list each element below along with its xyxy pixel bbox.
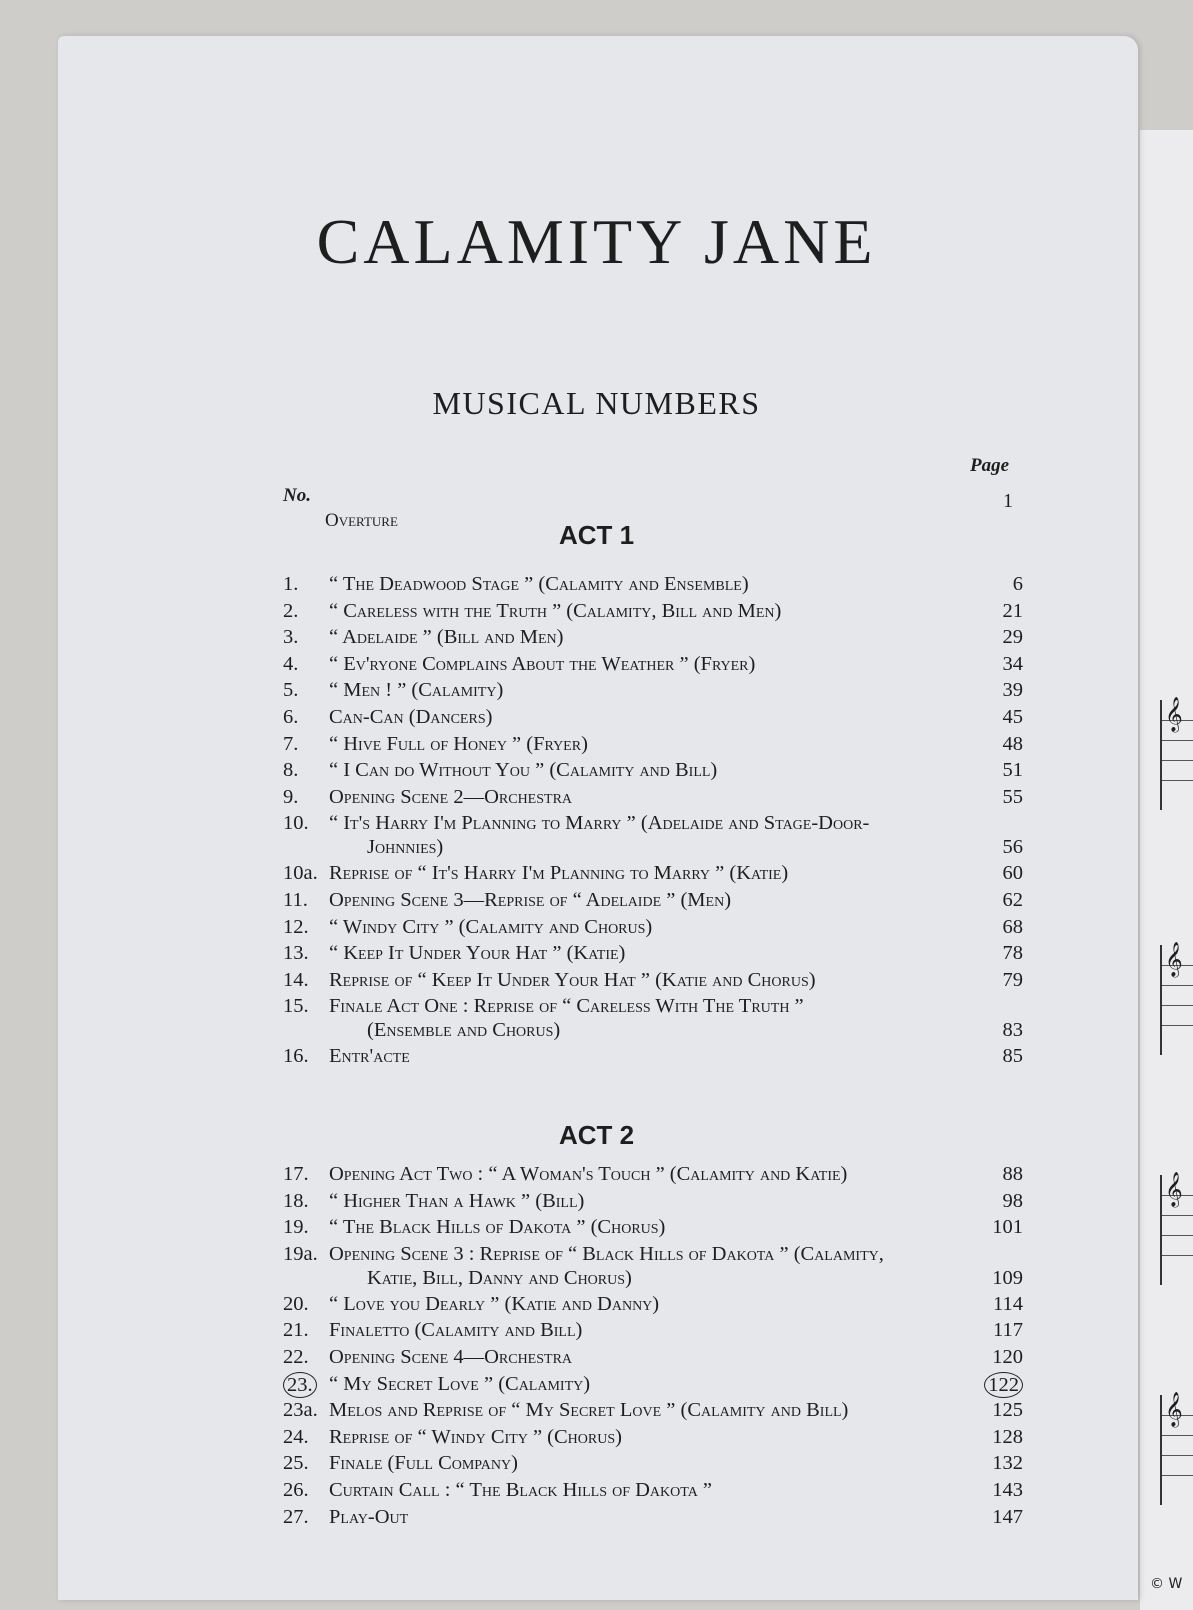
overture-page: 1	[1003, 490, 1013, 512]
treble-clef-icon: 𝄞	[1165, 1393, 1183, 1426]
item-title: “ Ev'ryone Complains About the Weather ” (Fryer)	[329, 652, 756, 675]
item-number: 22.	[283, 1346, 309, 1368]
item-page: 147	[992, 1505, 1023, 1528]
item-page: 48	[1002, 732, 1023, 755]
item-number: 12.	[283, 915, 309, 938]
item-title: “ Men ! ” (Calamity)	[329, 679, 504, 702]
number-column-header: No.	[283, 485, 311, 506]
item-page	[973, 1372, 1023, 1398]
item-number: 6.	[283, 706, 299, 728]
item-page: 101	[992, 1216, 1023, 1239]
copyright-fragment: © W	[1150, 1576, 1183, 1592]
treble-clef-icon: 𝄞	[1165, 1173, 1183, 1206]
music-staff	[1160, 1175, 1193, 1285]
item-number: 24.	[283, 1425, 309, 1448]
overture-label: Overture	[325, 510, 398, 531]
act-2-heading: ACT 2	[558, 1120, 635, 1150]
item-page: 62	[1002, 889, 1023, 911]
item-page: 6	[1012, 573, 1023, 595]
item-title: “ Higher Than a Hawk ” (Bill)	[329, 1189, 585, 1212]
item-title: Opening Scene 2—Orchestra	[329, 785, 573, 808]
item-number: 5.	[283, 679, 299, 702]
item-title-continued: Johnnies)	[367, 836, 444, 859]
item-page: 21	[1002, 599, 1023, 622]
item-title: “ Windy City ” (Calamity and Chorus)	[329, 915, 653, 938]
item-number: 2.	[283, 599, 299, 622]
item-number: 1.	[283, 573, 299, 595]
item-number: 10a.	[283, 862, 318, 885]
item-page: 79	[1002, 968, 1023, 991]
item-title: Reprise of “ Keep It Under Your Hat ” (Katie and Chorus)	[329, 968, 816, 991]
item-title: Entr'acte	[329, 1045, 410, 1068]
item-number: 8.	[283, 759, 299, 782]
item-page: 128	[992, 1425, 1023, 1448]
item-number: 21.	[283, 1319, 309, 1342]
adjacent-page	[1140, 130, 1193, 1610]
item-page: 85	[1002, 1045, 1023, 1068]
item-title: Melos and Reprise of “ My Secret Love ” (Calamity and Bill)	[329, 1399, 849, 1422]
item-page: 60	[1002, 862, 1023, 885]
item-page: 117	[993, 1319, 1023, 1342]
page-subtitle: MUSICAL NUMBERS	[432, 385, 761, 421]
music-staff	[1160, 945, 1193, 1055]
item-title: Finale Act One : Reprise of “ Careless With The Truth ”	[329, 995, 804, 1018]
item-number: 19a.	[283, 1242, 318, 1265]
item-page: 45	[1002, 706, 1023, 728]
item-page: 56	[1002, 836, 1023, 859]
item-title: Play-Out	[329, 1505, 409, 1528]
item-page: 114	[993, 1292, 1023, 1315]
item-number	[283, 1372, 329, 1398]
item-title: “ Keep It Under Your Hat ” (Katie)	[329, 942, 626, 965]
item-page: 83	[1002, 1019, 1023, 1042]
item-number: 26.	[283, 1479, 309, 1501]
item-number: 25.	[283, 1452, 309, 1475]
item-title: Opening Scene 4—Orchestra	[329, 1346, 573, 1368]
item-page: 39	[1002, 679, 1023, 702]
item-page: 109	[992, 1266, 1023, 1289]
page-title: CALAMITY JANE	[316, 206, 877, 277]
item-title: Finaletto (Calamity and Bill)	[329, 1319, 583, 1342]
item-title: “ Adelaide ” (Bill and Men)	[329, 626, 564, 649]
item-title: “ My Secret Love ” (Calamity)	[329, 1372, 591, 1395]
item-title: “ Hive Full of Honey ” (Fryer)	[329, 732, 588, 755]
music-staff	[1160, 700, 1193, 810]
item-page: 55	[1002, 785, 1023, 808]
item-number: 14.	[283, 968, 309, 991]
item-title: “ Careless with the Truth ” (Calamity, Bill and Men)	[329, 599, 782, 622]
item-page: 51	[1002, 759, 1023, 782]
item-page: 78	[1002, 942, 1023, 965]
music-staff	[1160, 1395, 1193, 1505]
item-number: 11.	[283, 889, 308, 911]
item-number: 4.	[283, 652, 299, 675]
item-number: 13.	[283, 942, 309, 965]
item-number: 15.	[283, 995, 309, 1018]
item-page: 68	[1002, 915, 1023, 938]
item-title: Curtain Call : “ The Black Hills of Dakota ”	[329, 1479, 713, 1501]
item-page: 132	[992, 1452, 1023, 1475]
item-title-continued: (Ensemble and Chorus)	[367, 1019, 561, 1042]
item-number: 23a.	[283, 1399, 318, 1422]
item-title: Reprise of “ It's Harry I'm Planning to Marry ” (Katie)	[329, 862, 789, 885]
item-page: 143	[992, 1479, 1023, 1501]
item-title: Can-Can (Dancers)	[329, 706, 493, 728]
item-title: “ Love you Dearly ” (Katie and Danny)	[329, 1292, 660, 1315]
item-title: Finale (Full Company)	[329, 1452, 518, 1475]
item-number: 16.	[283, 1045, 309, 1068]
item-title: “ It's Harry I'm Planning to Marry ” (Adelaide and Stage-Door-	[329, 812, 870, 835]
act-1-heading: ACT 1	[558, 520, 635, 550]
circle-mark: 122	[984, 1372, 1023, 1398]
circle-mark: 23.	[283, 1372, 317, 1398]
item-title: “ The Deadwood Stage ” (Calamity and Ensemble)	[329, 573, 749, 595]
item-title: “ I Can do Without You ” (Calamity and Bill)	[329, 759, 718, 782]
item-title: Opening Scene 3—Reprise of “ Adelaide ” (Men)	[329, 889, 732, 911]
item-title-continued: Katie, Bill, Danny and Chorus)	[367, 1266, 632, 1289]
item-page: 29	[1002, 626, 1023, 649]
page-column-header: Page	[970, 455, 1010, 476]
item-page: 125	[992, 1399, 1023, 1422]
item-number: 27.	[283, 1505, 309, 1528]
item-number: 19.	[283, 1216, 309, 1239]
item-title: “ The Black Hills of Dakota ” (Chorus)	[329, 1216, 666, 1239]
item-page: 34	[1002, 652, 1023, 675]
item-number: 3.	[283, 626, 299, 649]
item-page: 98	[1002, 1189, 1023, 1212]
item-number: 18.	[283, 1189, 309, 1212]
item-number: 17.	[283, 1163, 309, 1185]
item-title: Reprise of “ Windy City ” (Chorus)	[329, 1425, 622, 1448]
item-number: 9.	[283, 785, 299, 808]
treble-clef-icon: 𝄞	[1165, 943, 1183, 976]
item-number: 7.	[283, 732, 299, 755]
item-number: 10.	[283, 812, 309, 835]
item-number: 20.	[283, 1292, 309, 1315]
item-page: 88	[1002, 1163, 1023, 1185]
item-page: 120	[992, 1346, 1023, 1368]
treble-clef-icon: 𝄞	[1165, 698, 1183, 731]
item-title: Opening Act Two : “ A Woman's Touch ” (Calamity and Katie)	[329, 1163, 848, 1185]
item-title: Opening Scene 3 : Reprise of “ Black Hills of Dakota ” (Calamity,	[329, 1242, 884, 1265]
